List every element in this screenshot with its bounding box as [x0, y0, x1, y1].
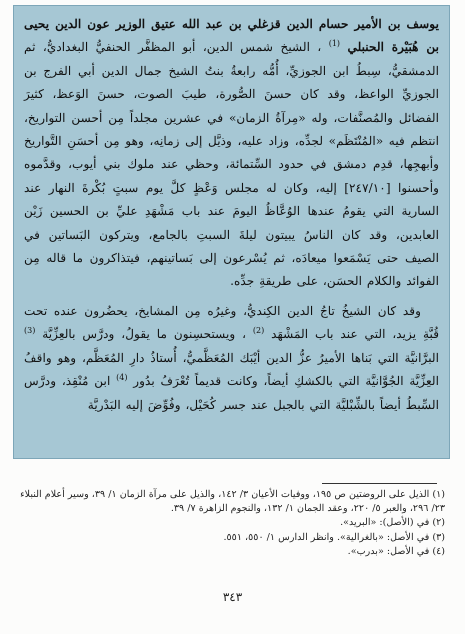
paragraph-2-part-1: وقد كان الشيخُ تاجُ الدين الكِنديُّ، وغيرُه مِن المشايخ، يحضُرون عنده تحت قُبَّةِ يزيد، التي عند باب المَشْهَد	[24, 303, 440, 342]
main-text-box	[13, 5, 450, 459]
paragraph-2-part-2: ، ويستحسِنون ما يقولُ، ودرَّس بالعِزِّيَّة	[42, 327, 247, 342]
paragraph-biography	[24, 13, 439, 294]
footnote-marker-1: (1)	[328, 39, 341, 49]
footnote-marker-4: (4)	[116, 373, 128, 383]
entry-heading: يوسف بن الأمير حسام الدين قزغلي بن عبد الله عتيق الوزير عون الدين يحيى بن هُبَيْرة الحنبلي	[24, 17, 440, 55]
paragraph-2-part-4: ابن مُنْقِذ، ودرَّس السِّبطُ أيضاً بالشِّبْليَّة التي بالجبل عند جسر كُحَيْل، وفُوِّضَ إليه البَدْريَّة	[24, 374, 439, 412]
paragraph-2-part-3: البرَّانيَّة التي بَناها الأميرُ عزُّ الدين أيْبَك المُعَظَّميُّ، أُستاذُ دارِ المُعَظَّم، وهو واقفُ العِزِّيَّة الجُوَّانيَّة التي بالكشكِ أيضاً، وكانت قديماً تُعْرَفُ بدُور	[24, 350, 439, 389]
page-number: ٣٤٣	[222, 590, 243, 604]
paragraph-1-text: ، الشيخ شمس الدين، أبو المظفَّر الحنفيُّ البغداديُّ، ثم الدمشقيُّ، سِبطُ ابن الجوزيِّ، أُمُّه رابعةُ بنتُ الشيخ جمال الدين أبي الفرج بن الجوزيِّ الواعظ، وقد كان حسنَ الصُّورة، طيبَ الصوت، حسنَ الوَعظ، كثيرَ الفضائل والمُصنَّفات، وله «مِرآةُ الزمان» في عشرين مجلداً مِن أحسن التواريخ، انتظم فيه «المُنْتَظَم» لجدِّه، وزاد عليه، وذيَّل إلى زمانِه، وهو مِن أحسَنِ التَّواريخ وأبهجِها، قدِم دمشق في حدود السِّتمائة، وحظي عند ملوك بني أيوب، وقدَّموه وأحسنوا [٢٤٧/١٠] إليه، وكان له مجلس وَعْظٍ كلَّ يوم سبتٍ بُكْرةَ النهار عند السارية التي يقومُ عندها الوُعَّاظُ اليومَ عند باب مَشْهَدِ عليِّ بن الحسين زَيْن العابدين، وقد كان الناسُ يبيتون ليلةَ السبتِ بالجامع، ويتركون البَساتين في الصيف حتى يَسْمَعوا ميعادَه، ثم يُسْرعون إلى بَساتينهم، فيتذاكرون ما قاله مِن الفوائد والكلام الحسَن، على طريقةِ جدِّه.	[24, 40, 439, 289]
footnotes	[20, 488, 445, 559]
footnote-divider	[322, 483, 437, 484]
footnote-marker-2: (2)	[252, 326, 265, 336]
footnote-2: (٢) في (الأصل): «البريد».	[340, 517, 445, 529]
footnote-marker-3: (3)	[24, 326, 36, 336]
footnote-4: (٤) في الأصل: «بدرب».	[347, 545, 445, 557]
footnote-1: (١) الذيل على الروضتين ص ١٩٥، ووفيات الأعيان ٣/ ١٤٢، والذيل على مرآة الزمان ١/ ٣٩، وسير أعلام النبلاء ٢٣/ ٢٩٦، والعبر ٥/ ٢٢٠، وعقد الجمان ١/ ١٣٢، والنجوم الزاهرة ٧/ ٣٩.	[20, 489, 445, 515]
paragraph-teaching	[24, 300, 439, 417]
footnote-3: (٣) في الأصل: «بالغرالية». وانظر الدارس ١/ ٥٥٠، ٥٥١.	[223, 531, 445, 543]
